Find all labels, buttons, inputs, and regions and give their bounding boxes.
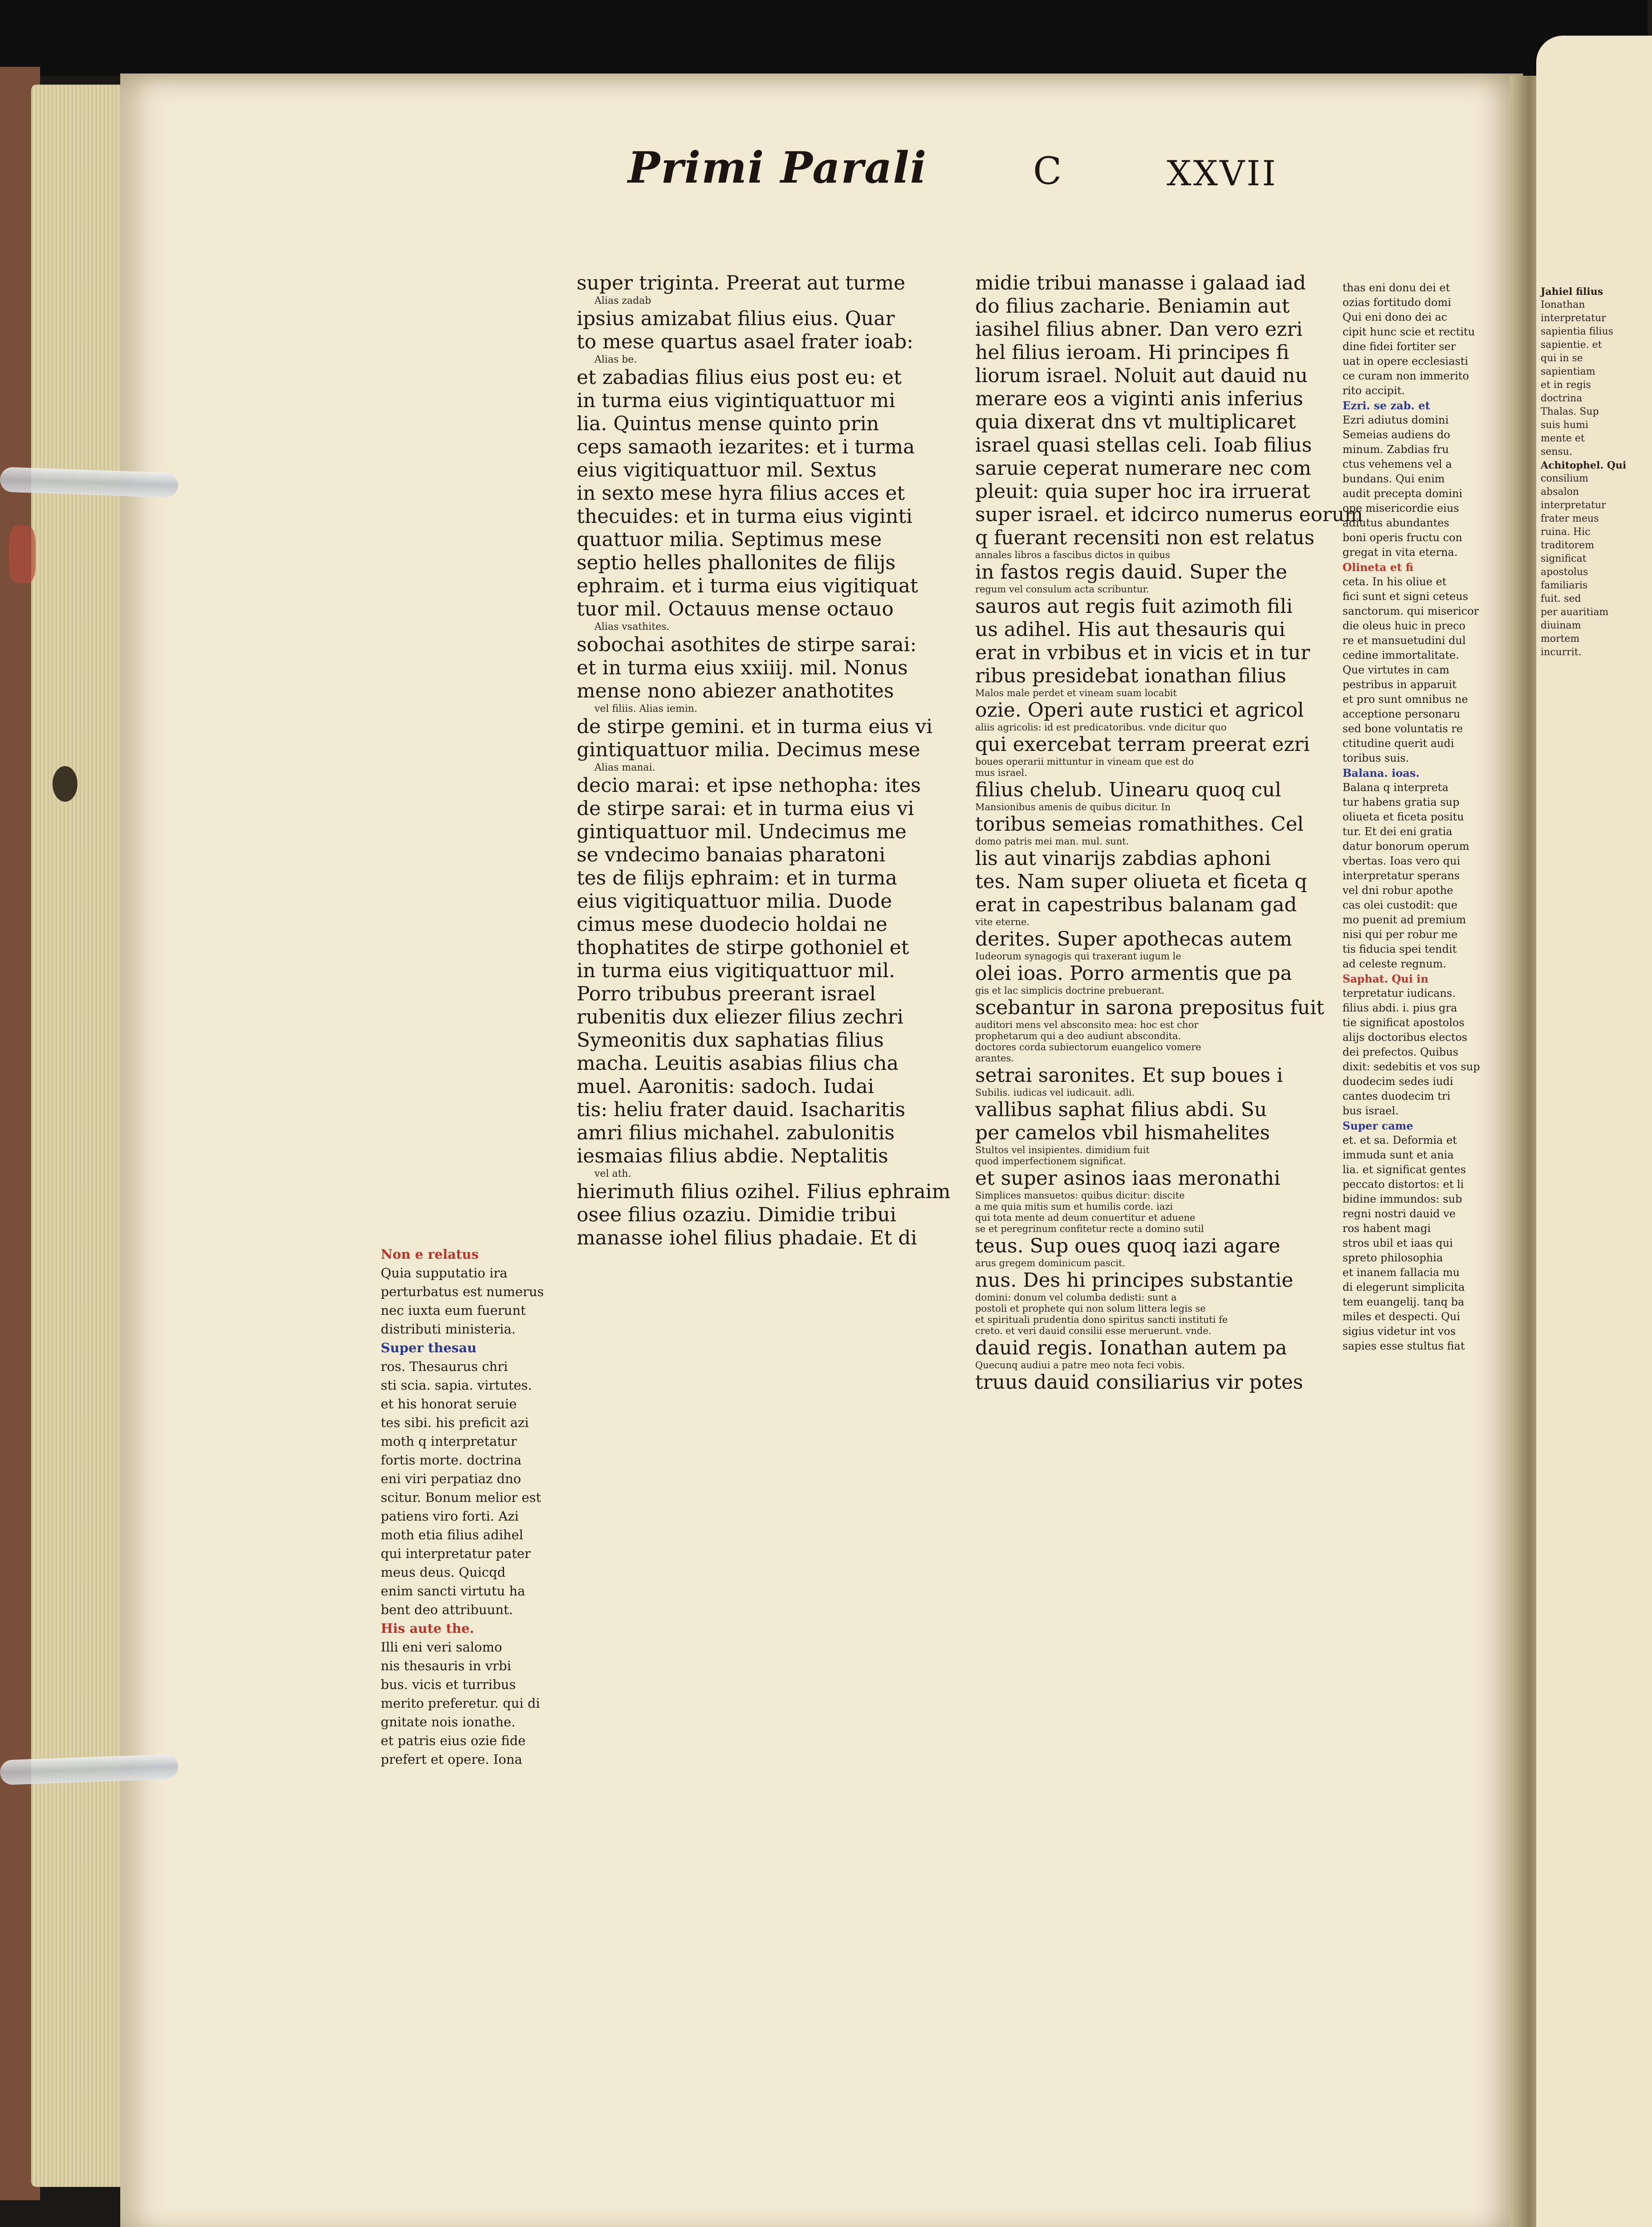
gloss-line: peccato distortos: et li [1343,1178,1464,1191]
text-line: de stirpe gemini. et in turma eius vi [577,715,933,738]
text-line: tes. Nam super oliueta et ficeta q [975,870,1307,893]
gloss-line: et inanem fallacia mu [1343,1266,1460,1279]
text-line: muel. Aaronitis: sadoch. Iudai [577,1075,874,1098]
text-line: filius chelub. Uinearu quoq cul [975,779,1282,801]
gloss-line: ozias fortitudo domi [1343,296,1451,309]
gloss-line: et his honorat seruie [381,1396,517,1411]
gloss-line: datur bonorum operum [1343,840,1469,852]
gloss-line: toribus suis. [1343,752,1409,764]
gloss-line: ruina. Hic [1541,526,1591,538]
gloss-line: sapies esse stultus fiat [1343,1340,1465,1352]
gloss-line: significat [1541,553,1587,564]
text-line: sobochai asothites de stirpe sarai: [577,633,917,656]
gloss-line: ceta. In his oliue et [1343,575,1447,588]
gloss-line: sanctorum. qui misericor [1343,605,1479,617]
text-column-main-right [975,272,1363,1394]
gloss-line: nec iuxta eum fuerunt [381,1303,526,1318]
text-line: per camelos vbil hismahelites [975,1122,1270,1144]
gloss-line: dixit: sedebitis et vos sup [1343,1060,1480,1073]
text-line: in sexto mese hyra filius acces et [577,482,905,505]
interlinear-gloss: Subilis. iudicas vel iudicauit. adli. [975,1087,1135,1098]
gloss-line: ros. Thesaurus chri [381,1359,508,1374]
gloss-line: audit precepta domini [1343,487,1463,500]
gloss-line: dine fidei fortiter ser [1343,340,1456,353]
rubric-heading: Balana. ioas. [1343,767,1420,779]
text-line: derites. Super apothecas autem [975,928,1292,950]
gloss-line: Qui eni dono dei ac [1343,311,1448,323]
gloss-line: ros habent magi [1343,1222,1431,1235]
gloss-line: stros ubil et iaas qui [1343,1237,1453,1249]
gloss-line: interpretatur [1541,500,1606,511]
gloss-line: bent deo attribuunt. [381,1602,513,1617]
stacked-page-edges [31,85,125,2187]
text-line: ceps samaoth iezarites: et i turma [577,436,915,458]
gloss-line: fuit. sed [1541,593,1581,604]
gloss-line: sed bone voluntatis re [1343,722,1463,735]
text-line: sauros aut regis fuit azimoth fili [975,595,1293,618]
text-line: in fastos regis dauid. Super the [975,561,1287,583]
gloss-line: nisi qui per robur me [1343,928,1458,941]
gloss-line: ctus vehemens vel a [1343,458,1452,470]
interlinear-gloss: vel ath. [594,1168,631,1179]
gloss-line: Semeias audiens do [1343,428,1450,441]
text-line: vallibus saphat filius abdi. Su [975,1098,1267,1121]
rubric-heading: His aute the. [381,1621,474,1636]
gloss-line: ce curam non immerito [1343,370,1469,382]
gloss-line: qui in se [1541,353,1583,364]
gloss-line: ctitudine querit audi [1343,737,1454,750]
gloss-line: diuinam [1541,620,1581,631]
interlinear-gloss: qui tota mente ad deum conuertitur et aduene [975,1212,1196,1223]
gloss-line: per auaritiam [1541,607,1609,618]
interlinear-gloss: Iudeorum synagogis qui traxerant iugum le [975,951,1181,962]
gloss-line: Ezri adiutus domini [1343,414,1449,426]
gloss-line: mortem [1541,633,1580,644]
text-line: decio marai: et ipse nethopha: ites [577,774,921,797]
text-line: olei ioas. Porro armentis que pa [975,962,1292,985]
gloss-line: miles et despecti. Qui [1343,1310,1461,1323]
gloss-line: moth q interpretatur [381,1434,517,1449]
running-title: Primi Parali [628,143,928,193]
interlinear-gloss: Quecunq audiui a patre meo nota feci vobis. [975,1360,1185,1370]
text-line: hierimuth filius ozihel. Filius ephraim [577,1180,951,1203]
interlinear-gloss: Simplices mansuetos: quibus dicitur: discite [975,1190,1185,1201]
text-line: iesmaias filius abdie. Neptalitis [577,1145,888,1167]
gloss-line: die oleus huic in preco [1343,620,1465,632]
interlinear-gloss: Alias manai. [594,762,655,773]
gloss-line: Quia supputatio ira [381,1265,508,1281]
interlinear-gloss: creto. et veri dauid consilii esse meruerunt. vnde. [975,1326,1212,1336]
text-line: tuor mil. Octauus mense octauo [577,598,894,620]
folio-number: XXVII [1167,154,1278,194]
gloss-line: mo puenit ad premium [1343,914,1466,926]
text-line: osee filius ozaziu. Dimidie tribui [577,1203,896,1226]
text-line: super israel. et idcirco numerus eorum [975,503,1363,526]
text-line: rubenitis dux eliezer filius zechri [577,1006,903,1028]
text-line: et in turma eius xxiiij. mil. Nonus [577,657,908,679]
gloss-line: boni operis fructu con [1343,531,1463,544]
gloss-line: spreto philosophia [1343,1252,1443,1264]
gloss-line: oliueta et ficeta positu [1343,811,1464,823]
text-line: in turma eius vigintiquattuor mi [577,389,895,412]
gloss-line: cedine immortalitate. [1343,649,1459,661]
gloss-line: bus israel. [1343,1105,1399,1117]
gloss-line: sigius videtur int vos [1343,1325,1456,1338]
interlinear-gloss: domo patris mei man. mul. sunt. [975,836,1129,847]
gloss-line: doctrina [1541,393,1583,404]
gloss-line: consilium [1541,473,1589,484]
interlinear-gloss: vel filiis. Alias iemin. [594,703,698,714]
gloss-line: gregat in vita eterna. [1343,546,1458,559]
gloss-line: immuda sunt et ania [1343,1149,1454,1161]
text-line: thophatites de stirpe gothoniel et [577,936,909,959]
gloss-line: cipit hunc scie et rectitu [1343,326,1475,338]
text-line: super triginta. Preerat aut turme [577,272,906,294]
gloss-line: di elegerunt simplicita [1343,1281,1465,1293]
text-line: to mese quartus asael frater ioab: [577,330,914,353]
interlinear-gloss: quod imperfectionem significat. [975,1156,1127,1167]
interlinear-gloss: prophetarum qui a deo audiunt abscondita. [975,1031,1181,1041]
gloss-line: moth etia filius adihel [381,1527,524,1542]
gloss-line: rito accipit. [1343,384,1405,397]
gloss-line: tis fiducia spei tendit [1343,943,1457,955]
text-line: us adihel. His aut thesauris qui [975,618,1286,641]
gloss-line: lia. et significat gentes [1343,1163,1466,1176]
text-line: eius vigitiquattuor milia. Duode [577,890,892,913]
text-line: lia. Quintus mense quinto prin [577,412,879,435]
text-line: q fuerant recensiti non est relatus [975,526,1314,549]
gloss-line: minum. Zabdias fru [1343,443,1449,456]
text-line: toribus semeias romathithes. Cel [975,813,1304,836]
text-line: ipsius amizabat filius eius. Quar [577,307,895,330]
gloss-line: gnitate nois ionathe. [381,1714,516,1729]
text-line: de stirpe sarai: et in turma eius vi [577,797,914,820]
gloss-line: interpretatur sperans [1343,869,1460,882]
gloss-line: suis humi [1541,420,1589,431]
gloss-line: vel dni robur apothe [1343,884,1453,897]
gloss-margin-left [381,1245,559,1769]
interlinear-gloss: Malos male perdet et vineam suam locabit [975,688,1177,698]
gloss-line: perturbatus est numerus [381,1284,544,1299]
gloss-line: fici sunt et signi ceteus [1343,590,1469,603]
text-line: et zabadias filius eius post eu: et [577,366,902,389]
text-line: israel quasi stellas celi. Ioab filius [975,434,1312,457]
text-line: manasse iohel filius phadaie. Et di [577,1227,917,1249]
interlinear-gloss: arantes. [975,1053,1014,1064]
interlinear-gloss: boues operarii mittuntur in vineam que est do [975,756,1194,767]
gloss-line: cas olei custodit: que [1343,899,1458,911]
rubric-heading: Olineta et fi [1343,561,1414,574]
text-line: erat in capestribus balanam gad [975,893,1297,916]
gloss-line: vbertas. Ioas vero qui [1343,855,1461,867]
text-line: setrai saronites. Et sup boues i [975,1064,1283,1087]
interlinear-gloss: Alias vsathites. [594,621,670,632]
interlinear-gloss: domini: donum vel columba dedisti: sunt a [975,1292,1177,1303]
text-line: midie tribui manasse i galaad iad [975,272,1306,294]
interlinear-gloss: gis et lac simplicis doctrine prebuerant. [975,985,1165,996]
interlinear-gloss: aliis agricolis: id est predicatoribus. vnde dicitur quo [975,722,1227,733]
interlinear-gloss: doctores corda subiectorum euangelico vomere [975,1042,1201,1052]
interlinear-gloss: se et peregrinum confitetur recte a domino sutil [975,1224,1204,1234]
gloss-line: frater meus [1541,513,1599,524]
gloss-line: fortis morte. doctrina [381,1452,522,1468]
rubric-heading: Jahiel filius [1541,286,1603,298]
text-line: Porro tribubus preerant israel [577,983,876,1005]
gloss-line: prefert et opere. Iona [381,1752,522,1767]
gloss-line: alijs doctoribus electos [1343,1031,1468,1044]
text-line: liorum israel. Noluit aut dauid nu [975,364,1308,387]
rubric-heading: Achitophel. Qui [1541,460,1627,471]
gloss-line: mente et [1541,433,1585,444]
rubric-heading: Saphat. Qui in [1343,972,1428,985]
text-line: do filius zacharie. Beniamin aut [975,295,1290,318]
gloss-line: incurrit. [1541,647,1582,658]
gloss-line: Que virtutes in cam [1343,664,1449,676]
gloss-line: familiaris [1541,580,1588,591]
text-line: ribus presidebat ionathan filius [975,665,1286,687]
gloss-line: et patris eius ozie fide [381,1733,526,1748]
gloss-line: merito preferetur. qui di [381,1696,540,1711]
text-line: se vndecimo banaias pharatoni [577,844,886,866]
text-line: scebantur in sarona prepositus fuit [975,996,1324,1019]
text-line: thecuides: et in turma eius viginti [577,505,913,528]
gloss-line: sapientiam [1541,366,1595,377]
gloss-line: uat in opere ecclesiasti [1343,355,1469,367]
red-stain [9,526,36,583]
text-line: qui exercebat terram preerat ezri [975,733,1310,756]
text-line: merare eos a viginti anis inferius [975,387,1303,410]
gloss-line: qui interpretatur pater [381,1546,531,1561]
gloss-line: tem euangelij. tanq ba [1343,1296,1465,1308]
text-line: ozie. Operi aute rustici et agricol [975,699,1304,722]
gloss-line: meus deus. Quicqd [381,1565,506,1580]
gloss-line: distributi ministeria. [381,1322,516,1337]
gloss-line: bundans. Qui enim [1343,473,1445,485]
gloss-line: et. et sa. Deformia et [1343,1134,1457,1146]
text-line: pleuit: quia super hoc ira irruerat [975,480,1310,503]
gloss-line: cantes duodecim tri [1343,1090,1451,1102]
gloss-line: pestribus in apparuit [1343,678,1457,691]
text-line: dauid regis. Ionathan autem pa [975,1337,1287,1359]
gloss-line: tes sibi. his preficit azi [381,1415,529,1430]
gloss-line: regni nostri dauid ve [1343,1207,1456,1220]
interlinear-gloss: vite eterne. [975,917,1030,927]
text-line: Symeonitis dux saphatias filius [577,1029,884,1052]
text-line: hel filius ieroam. Hi principes fi [975,341,1290,364]
interlinear-gloss: Alias zadab [594,295,651,306]
text-line: ephraim. et i turma eius vigitiquat [577,575,918,597]
facing-page-gloss [1541,285,1652,659]
text-line: gintiquattuor milia. Decimus mese [577,738,920,761]
gloss-line: bus. vicis et turribus [381,1677,516,1692]
gloss-line: nis thesauris in vrbi [381,1658,511,1673]
gloss-line: et pro sunt omnibus ne [1343,693,1468,706]
text-line: amri filius michahel. zabulonitis [577,1122,895,1144]
gloss-line: absalon [1541,486,1579,498]
interlinear-gloss: regum vel consulum acta scribuntur. [975,584,1149,595]
gloss-line: scitur. Bonum melior est [381,1490,541,1505]
text-line: gintiquattuor mil. Undecimus me [577,820,907,843]
rubric-heading: Non e relatus [381,1247,479,1262]
gloss-line: et in regis [1541,379,1591,391]
text-column-main-left [577,272,951,1250]
text-line: truus dauid consiliarius vir potes [975,1371,1303,1394]
gloss-line: patiens viro forti. Azi [381,1509,519,1524]
gloss-line: ad celeste regnum. [1343,958,1446,970]
gloss-line: duodecim sedes iudi [1343,1075,1453,1088]
interlinear-gloss: auditori mens vel absconsito mea: hoc est chor [975,1020,1199,1030]
text-line: macha. Leuitis asabias filius cha [577,1052,899,1075]
gloss-line: adiutus abundantes [1343,517,1449,529]
gloss-line: Thalas. Sup [1541,406,1599,417]
interlinear-gloss: arus gregem dominicum pascit. [975,1258,1126,1268]
gloss-line: dei prefectos. Quibus [1343,1046,1459,1058]
interlinear-gloss: postoli et prophete qui non solum littera legis se [975,1303,1206,1314]
gloss-line: tie significat apostolos [1343,1016,1465,1029]
ink-blot [53,766,77,802]
gloss-line: thas eni donu dei et [1343,281,1450,294]
rubric-heading: Super thesau [381,1340,477,1355]
text-line: teus. Sup oues quoq iazi agare [975,1235,1281,1257]
gloss-line: sensu. [1541,446,1572,457]
text-line: tis: heliu frater dauid. Isacharitis [577,1098,906,1121]
gloss-line: ope misericordie eius [1343,502,1459,514]
text-line: mense nono abiezer anathotites [577,680,894,702]
gloss-line: eni viri perpatiaz dno [381,1471,521,1486]
gloss-line: sti scia. sapia. virtutes. [381,1378,532,1393]
gloss-line: tur. Et dei eni gratia [1343,825,1453,838]
rubric-heading: Ezri. se zab. et [1343,399,1430,412]
text-line: nus. Des hi principes substantie [975,1269,1294,1292]
gloss-line: interpretatur [1541,313,1606,324]
quire-signature: C [1033,149,1062,193]
dark-background [0,0,1648,76]
gloss-line: filius abdi. i. pius gra [1343,1002,1457,1014]
text-line: tes de filijs ephraim: et in turma [577,867,897,889]
gloss-line: traditorem [1541,540,1595,551]
text-line: in turma eius vigitiquattuor mil. [577,959,895,982]
text-line: erat in vrbibus et in vicis et in tur [975,641,1310,664]
gloss-line: sapientie. et [1541,339,1602,351]
text-line: quattuor milia. Septimus mese [577,528,882,551]
interlinear-gloss: annales libros a fascibus dictos in quibus [975,550,1170,560]
gloss-line: re et mansuetudini dul [1343,634,1466,647]
text-line: quia dixerat dns vt multiplicaret [975,411,1296,433]
gloss-line: sapientia filius [1541,326,1613,337]
gloss-line: tur habens gratia sup [1343,796,1460,808]
interlinear-gloss: Alias be. [594,354,637,365]
text-line: saruie ceperat numerare nec com [975,457,1311,480]
gloss-line: bidine immundos: sub [1343,1193,1462,1205]
interlinear-gloss: Stultos vel insipientes. dimidium fuit [975,1145,1150,1155]
gloss-line: acceptione personaru [1343,708,1461,720]
interlinear-gloss: et spirituali prudentia dono spiritus sancti instituti fe [975,1314,1228,1325]
gloss-line: Ionathan [1541,299,1585,310]
text-line: eius vigitiquattuor mil. Sextus [577,459,877,481]
rubric-heading: Super came [1343,1119,1413,1132]
gloss-margin-right [1343,281,1480,1354]
text-line: et super asinos iaas meronathi [975,1167,1281,1190]
text-line: iasihel filius abner. Dan vero ezri [975,318,1303,341]
gloss-line: apostolus [1541,567,1588,578]
gloss-line: Illi eni veri salomo [381,1640,502,1655]
text-line: cimus mese duodecio holdai ne [577,913,887,936]
interlinear-gloss: mus israel. [975,767,1027,778]
interlinear-gloss: Mansionibus amenis de quibus dicitur. In [975,802,1171,812]
text-line: septio helles phallonites de filijs [577,551,896,574]
interlinear-gloss: a me quia mitis sum et humilis corde. iazi [975,1201,1173,1212]
gloss-line: terpretatur iudicans. [1343,987,1456,999]
gloss-line: enim sancti virtutu ha [381,1583,525,1599]
gloss-line: Balana q interpreta [1343,781,1449,794]
text-line: lis aut vinarijs zabdias aphoni [975,847,1271,870]
